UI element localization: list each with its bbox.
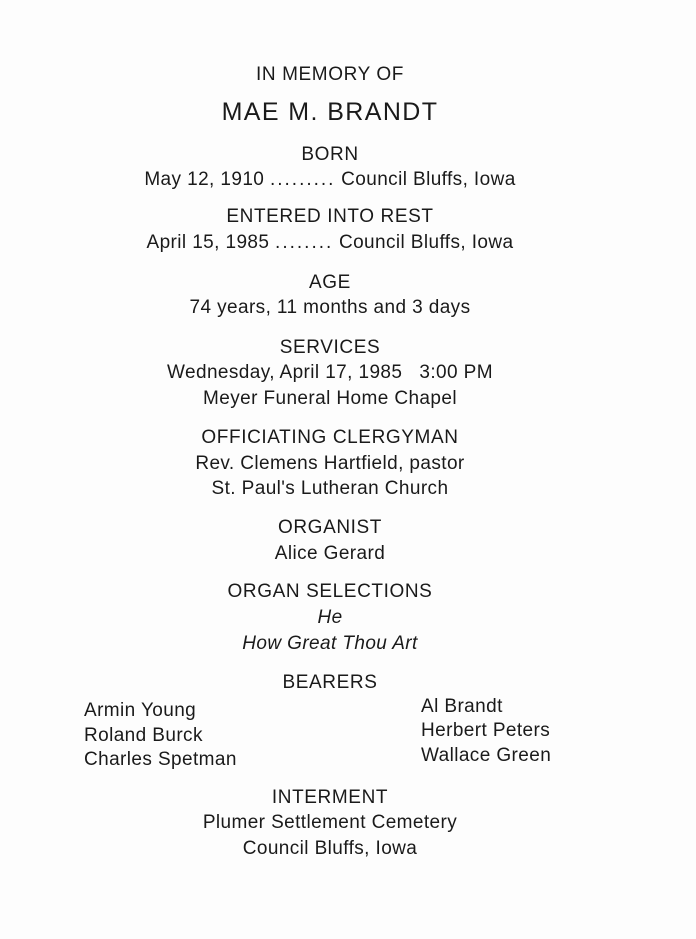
clergy-name: Rev. Clemens Hartfield, pastor (195, 453, 465, 474)
entered-rest-place: Council Bluffs, Iowa (338, 232, 514, 253)
entered-rest-dots: ........ (275, 232, 334, 253)
born-place: Council Bluffs, Iowa (341, 169, 516, 190)
services-location: Meyer Funeral Home Chapel (203, 388, 457, 409)
organ-selection-item: How Great Thou Art (242, 633, 418, 654)
services-heading: SERVICES (279, 337, 381, 358)
born-date: May 12, 1910 (144, 169, 265, 190)
organ-selection-item: He (317, 607, 343, 628)
entered-rest-heading: ENTERED INTO REST (226, 206, 434, 227)
age-heading: AGE (309, 272, 351, 293)
bearer-right: Herbert Peters (421, 720, 551, 741)
organ-selections-heading: ORGAN SELECTIONS (227, 581, 433, 602)
bearers-heading: BEARERS (282, 672, 378, 693)
age-value: 74 years, 11 months and 3 days (189, 297, 471, 318)
bearer-right: Al Brandt (421, 696, 503, 717)
bearer-left: Armin Young (84, 700, 197, 721)
interment-heading: INTERMENT (271, 787, 389, 808)
bearer-right: Wallace Green (421, 745, 552, 766)
bearer-left: Roland Burck (84, 725, 203, 746)
clergy-heading: OFFICIATING CLERGYMAN (201, 427, 459, 448)
interment-place: Council Bluffs, Iowa (242, 838, 418, 859)
clergy-church: St. Paul's Lutheran Church (211, 478, 449, 499)
organist-heading: ORGANIST (277, 517, 383, 538)
entered-rest-date: April 15, 1985 (146, 232, 270, 253)
born-dots: ......... (269, 169, 336, 190)
interment-cemetery: Plumer Settlement Cemetery (202, 812, 458, 833)
deceased-name: MAE M. BRANDT (221, 98, 439, 126)
entered-rest-line (0, 232, 660, 254)
organist-name: Alice Gerard (274, 543, 386, 564)
memorial-line: IN MEMORY OF (256, 64, 404, 85)
born-line (0, 169, 660, 191)
born-heading: BORN (301, 144, 359, 165)
services-date-time: Wednesday, April 17, 1985 3:00 PM (167, 362, 493, 383)
bearer-left: Charles Spetman (84, 749, 237, 770)
